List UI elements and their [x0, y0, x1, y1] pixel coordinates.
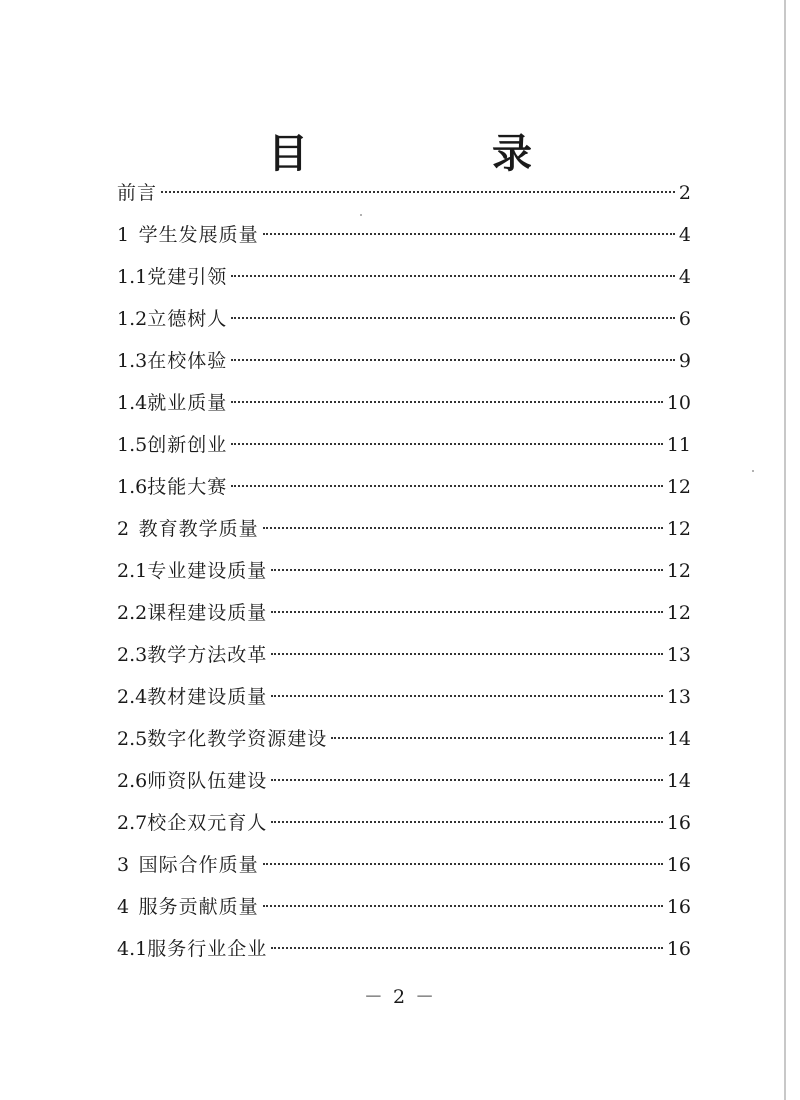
- toc-page-number: 12: [666, 476, 691, 498]
- toc-entry[interactable]: [117, 844, 691, 886]
- toc-page-number: 14: [666, 770, 691, 792]
- toc-page-number: 16: [666, 896, 691, 918]
- toc-entry[interactable]: [117, 760, 691, 802]
- toc-section-title: 前言: [117, 182, 158, 204]
- toc-entry[interactable]: [117, 676, 691, 718]
- toc-entry[interactable]: [117, 256, 691, 298]
- toc-entry[interactable]: [117, 340, 691, 382]
- toc-section-number: 1.5: [117, 434, 148, 456]
- toc-section-number: 2.7: [117, 812, 148, 834]
- toc-section-title: 教学方法改革: [147, 644, 268, 666]
- toc-entry[interactable]: [117, 382, 691, 424]
- toc-section-number: 1: [117, 224, 130, 246]
- toc-section-title: 学生发展质量: [138, 224, 259, 246]
- toc-section-title: 在校体验: [147, 350, 228, 372]
- dot-leader: [231, 442, 663, 445]
- toc-entry-label: [117, 466, 227, 508]
- toc-section-number: 1.4: [117, 392, 148, 414]
- dot-leader: [161, 190, 675, 193]
- toc-entry[interactable]: [117, 550, 691, 592]
- toc-section-title: 党建引领: [147, 266, 228, 288]
- toc-entry[interactable]: [117, 718, 691, 760]
- toc-section-title: 服务贡献质量: [138, 896, 259, 918]
- dot-leader: [231, 484, 663, 487]
- dot-leader: [231, 274, 675, 277]
- toc-section-number: 1.6: [117, 476, 148, 498]
- toc-entry[interactable]: [117, 802, 691, 844]
- toc-page-number: 16: [666, 938, 691, 960]
- dot-leader: [263, 904, 663, 907]
- scan-speck: [752, 470, 754, 472]
- page-number-footer: － 2 －: [363, 986, 437, 1008]
- toc-entry-label: [117, 382, 227, 424]
- toc-section-number: 2: [117, 518, 130, 540]
- dot-leader: [271, 946, 663, 949]
- dot-leader: [263, 862, 663, 865]
- dot-leader: [331, 736, 663, 739]
- toc-section-title: 课程建设质量: [147, 602, 268, 624]
- toc-entry[interactable]: [117, 424, 691, 466]
- toc-entry-label: [117, 172, 157, 214]
- toc-section-title: 创新创业: [147, 434, 228, 456]
- toc-page-number: 12: [666, 518, 691, 540]
- dot-leader: [263, 232, 675, 235]
- toc-page-number: 4: [678, 224, 691, 246]
- toc-page-number: 16: [666, 812, 691, 834]
- toc-entry-label: [117, 508, 259, 550]
- toc-entry[interactable]: [117, 466, 691, 508]
- spacer: [129, 854, 139, 876]
- toc-section-number: 4: [117, 896, 130, 918]
- toc-page-number: 16: [666, 854, 691, 876]
- toc-entry[interactable]: [117, 214, 691, 256]
- toc-entry[interactable]: [117, 298, 691, 340]
- toc-section-number: 2.2: [117, 602, 148, 624]
- toc-section-title: 国际合作质量: [138, 854, 259, 876]
- toc-entry-label: [117, 760, 267, 802]
- toc-entry[interactable]: [117, 928, 691, 970]
- toc-entry-label: [117, 340, 227, 382]
- dot-leader: [271, 652, 663, 655]
- toc-section-title: 就业质量: [147, 392, 228, 414]
- toc-entry-label: [117, 928, 267, 970]
- toc-entry[interactable]: [117, 886, 691, 928]
- toc-section-number: 1.1: [117, 266, 148, 288]
- toc-page-number: 12: [666, 560, 691, 582]
- toc-page-number: 6: [678, 308, 691, 330]
- toc-section-title: 数字化教学资源建设: [147, 728, 328, 750]
- toc-section-title: 教育教学质量: [138, 518, 259, 540]
- toc-entry-label: [117, 886, 259, 928]
- toc-page-number: 13: [666, 686, 691, 708]
- dot-leader: [263, 526, 663, 529]
- toc-entry-label: [117, 718, 327, 760]
- toc-section-number: 4.1: [117, 938, 148, 960]
- dot-leader: [231, 400, 663, 403]
- toc-entry-label: [117, 256, 227, 298]
- dot-leader: [271, 610, 663, 613]
- dot-leader: [231, 316, 675, 319]
- spacer: [129, 224, 139, 246]
- dot-leader: [271, 694, 663, 697]
- toc-section-number: 1.2: [117, 308, 148, 330]
- toc-section-number: 2.3: [117, 644, 148, 666]
- toc-section-number: 2.1: [117, 560, 148, 582]
- toc-section-title: 师资队伍建设: [147, 770, 268, 792]
- toc-page-number: 13: [666, 644, 691, 666]
- toc-entry-label: [117, 844, 259, 886]
- table-of-contents: [117, 172, 691, 970]
- toc-page-number: 2: [678, 182, 691, 204]
- dot-leader: [231, 358, 675, 361]
- toc-section-title: 立德树人: [147, 308, 228, 330]
- toc-entry-label: [117, 424, 227, 466]
- toc-section-number: 2.4: [117, 686, 148, 708]
- toc-entry-label: [117, 298, 227, 340]
- toc-section-number: 2.5: [117, 728, 148, 750]
- toc-page-number: 12: [666, 602, 691, 624]
- toc-entry[interactable]: [117, 508, 691, 550]
- page-title: 目 录: [268, 131, 604, 177]
- toc-entry[interactable]: [117, 634, 691, 676]
- toc-entry-label: [117, 214, 259, 256]
- toc-entry[interactable]: [117, 172, 691, 214]
- toc-entry-label: [117, 592, 267, 634]
- toc-section-title: 服务行业企业: [147, 938, 268, 960]
- toc-entry-label: [117, 634, 267, 676]
- toc-section-number: 1.3: [117, 350, 148, 372]
- toc-page-number: 10: [666, 392, 691, 414]
- toc-entry-label: [117, 550, 267, 592]
- spacer: [129, 518, 139, 540]
- toc-section-number: 2.6: [117, 770, 148, 792]
- toc-section-title: 专业建设质量: [147, 560, 268, 582]
- toc-section-number: 3: [117, 854, 130, 876]
- toc-page-number: 4: [678, 266, 691, 288]
- toc-section-title: 技能大赛: [147, 476, 228, 498]
- dot-leader: [271, 820, 663, 823]
- spacer: [129, 896, 139, 918]
- dot-leader: [271, 568, 663, 571]
- scan-speck: [360, 214, 362, 216]
- toc-page-number: 14: [666, 728, 691, 750]
- toc-entry-label: [117, 802, 267, 844]
- toc-page-number: 9: [678, 350, 691, 372]
- toc-entry[interactable]: [117, 592, 691, 634]
- dot-leader: [271, 778, 663, 781]
- toc-entry-label: [117, 676, 267, 718]
- toc-page-number: 11: [666, 434, 691, 456]
- toc-section-title: 校企双元育人: [147, 812, 268, 834]
- toc-section-title: 教材建设质量: [147, 686, 268, 708]
